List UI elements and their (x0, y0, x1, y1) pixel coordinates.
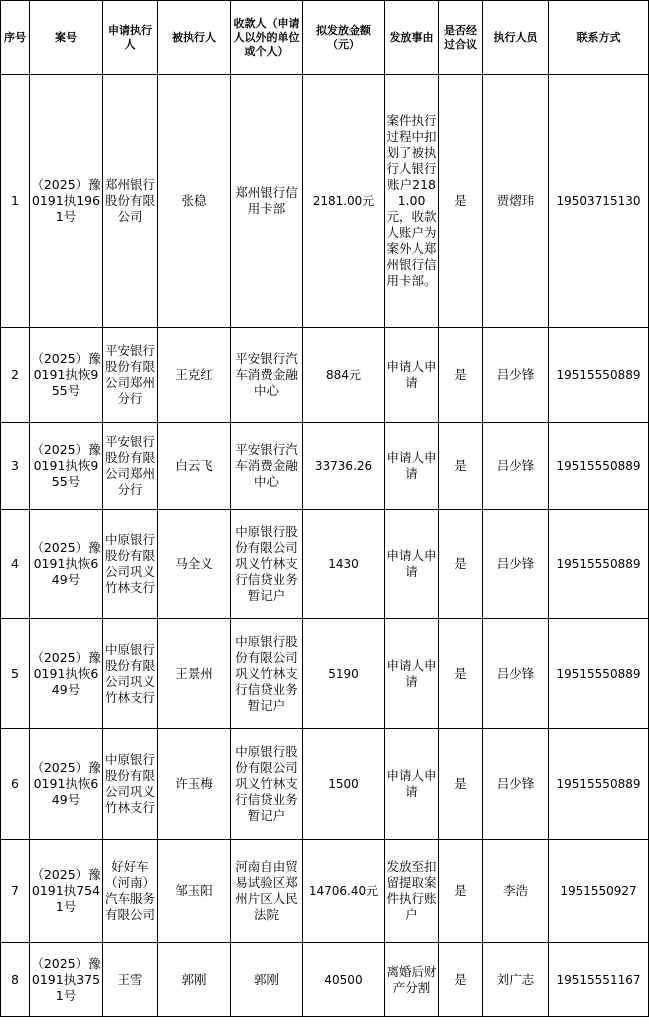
cell-case-no: （2025）豫0191执恢955号 (30, 328, 103, 423)
cell-case-no: （2025）豫0191执恢649号 (30, 510, 103, 619)
cell-contact: 1951550927 (549, 840, 649, 943)
table-row (1, 619, 649, 729)
cell-payee: 平安银行汽车消费金融中心 (231, 328, 303, 423)
cell-executor: 吕少锋 (483, 328, 549, 423)
table-row (1, 423, 649, 510)
cell-applicant: 王雪 (103, 943, 158, 1017)
cell-payee: 中原银行股份有限公司巩义竹林支行信贷业务暂记户 (231, 510, 303, 619)
cell-meeting: 是 (439, 328, 483, 423)
cell-seq: 8 (1, 943, 30, 1017)
table-row (1, 840, 649, 943)
cell-amount: 1430 (303, 510, 385, 619)
cell-amount: 1500 (303, 729, 385, 840)
cell-respondent: 邹玉阳 (158, 840, 231, 943)
cell-reason: 申请人申请 (385, 423, 439, 510)
cell-amount: 14706.40元 (303, 840, 385, 943)
cell-respondent: 张稳 (158, 75, 231, 328)
cell-payee: 中原银行股份有限公司巩义竹林支行信贷业务暂记户 (231, 619, 303, 729)
cell-contact: 19515551167 (549, 943, 649, 1017)
cell-meeting: 是 (439, 943, 483, 1017)
cell-amount: 40500 (303, 943, 385, 1017)
cell-executor: 李浩 (483, 840, 549, 943)
cell-seq: 4 (1, 510, 30, 619)
cell-case-no: （2025）豫0191执恢955号 (30, 423, 103, 510)
cell-case-no: （2025）豫0191执恢649号 (30, 619, 103, 729)
cell-reason: 发放至扣留提取案件执行账户 (385, 840, 439, 943)
cell-payee: 河南自由贸易试验区郑州片区人民法院 (231, 840, 303, 943)
table-row (1, 729, 649, 840)
cell-payee: 平安银行汽车消费金融中心 (231, 423, 303, 510)
cell-executor: 吕少锋 (483, 510, 549, 619)
cell-respondent: 白云飞 (158, 423, 231, 510)
cell-amount: 884元 (303, 328, 385, 423)
cell-applicant: 中原银行股份有限公司巩义竹林支行 (103, 510, 158, 619)
cell-contact: 19515550889 (549, 328, 649, 423)
cell-seq: 2 (1, 328, 30, 423)
cell-applicant: 平安银行股份有限公司郑州分行 (103, 423, 158, 510)
cell-executor: 吕少锋 (483, 619, 549, 729)
table-row (1, 510, 649, 619)
cell-amount: 2181.00元 (303, 75, 385, 328)
cell-payee: 郑州银行信用卡部 (231, 75, 303, 328)
cell-contact: 19515550889 (549, 423, 649, 510)
cell-executor: 吕少锋 (483, 729, 549, 840)
cell-meeting: 是 (439, 619, 483, 729)
cell-case-no: （2025）豫0191执7541号 (30, 840, 103, 943)
cell-seq: 5 (1, 619, 30, 729)
cell-respondent: 马全义 (158, 510, 231, 619)
cell-contact: 19515550889 (549, 619, 649, 729)
header-respondent: 被执行人 (158, 1, 231, 75)
cell-executor: 贾熠玮 (483, 75, 549, 328)
header-applicant: 申请执行人 (103, 1, 158, 75)
cell-meeting: 是 (439, 75, 483, 328)
header-payee: 收款人（申请人以外的单位或个人） (231, 1, 303, 75)
cell-amount: 33736.26 (303, 423, 385, 510)
cell-payee: 中原银行股份有限公司巩义竹林支行信贷业务暂记户 (231, 729, 303, 840)
cell-meeting: 是 (439, 729, 483, 840)
cell-respondent: 王景州 (158, 619, 231, 729)
cell-reason: 离婚后财产分割 (385, 943, 439, 1017)
cell-respondent: 郭刚 (158, 943, 231, 1017)
cell-reason: 申请人申请 (385, 729, 439, 840)
header-seq: 序号 (1, 1, 30, 75)
cell-executor: 吕少锋 (483, 423, 549, 510)
cell-meeting: 是 (439, 423, 483, 510)
cell-reason: 案件执行过程中扣划了被执行人银行账户2181.00元，收款人账户为案外人郑州银行信用卡部。 (385, 75, 439, 328)
cell-seq: 7 (1, 840, 30, 943)
cell-contact: 19515550889 (549, 729, 649, 840)
cell-meeting: 是 (439, 510, 483, 619)
cell-applicant: 中原银行股份有限公司巩义竹林支行 (103, 729, 158, 840)
cell-applicant: 郑州银行股份有限公司 (103, 75, 158, 328)
cell-contact: 19515550889 (549, 510, 649, 619)
cell-reason: 申请人申请 (385, 510, 439, 619)
header-amount: 拟发放金额（元） (303, 1, 385, 75)
cell-contact: 19503715130 (549, 75, 649, 328)
cell-reason: 申请人申请 (385, 328, 439, 423)
table-row (1, 75, 649, 328)
cell-case-no: （2025）豫0191执恢649号 (30, 729, 103, 840)
header-contact: 联系方式 (549, 1, 649, 75)
cell-respondent: 许玉梅 (158, 729, 231, 840)
cell-case-no: （2025）豫0191执3751号 (30, 943, 103, 1017)
cell-seq: 6 (1, 729, 30, 840)
header-reason: 发放事由 (385, 1, 439, 75)
cell-applicant: 中原银行股份有限公司巩义竹林支行 (103, 619, 158, 729)
header-case-no: 案号 (30, 1, 103, 75)
header-meeting: 是否经过合议 (439, 1, 483, 75)
cell-amount: 5190 (303, 619, 385, 729)
cell-reason: 申请人申请 (385, 619, 439, 729)
cell-seq: 1 (1, 75, 30, 328)
cell-respondent: 王克红 (158, 328, 231, 423)
cell-meeting: 是 (439, 840, 483, 943)
cell-applicant: 好好车（河南）汽车服务有限公司 (103, 840, 158, 943)
cell-payee: 郭刚 (231, 943, 303, 1017)
cell-seq: 3 (1, 423, 30, 510)
table-row (1, 328, 649, 423)
header-executor: 执行人员 (483, 1, 549, 75)
cell-case-no: （2025）豫0191执1961号 (30, 75, 103, 328)
table-row (1, 943, 649, 1017)
cell-executor: 刘广志 (483, 943, 549, 1017)
header-row (1, 1, 649, 75)
cell-applicant: 平安银行股份有限公司郑州分行 (103, 328, 158, 423)
